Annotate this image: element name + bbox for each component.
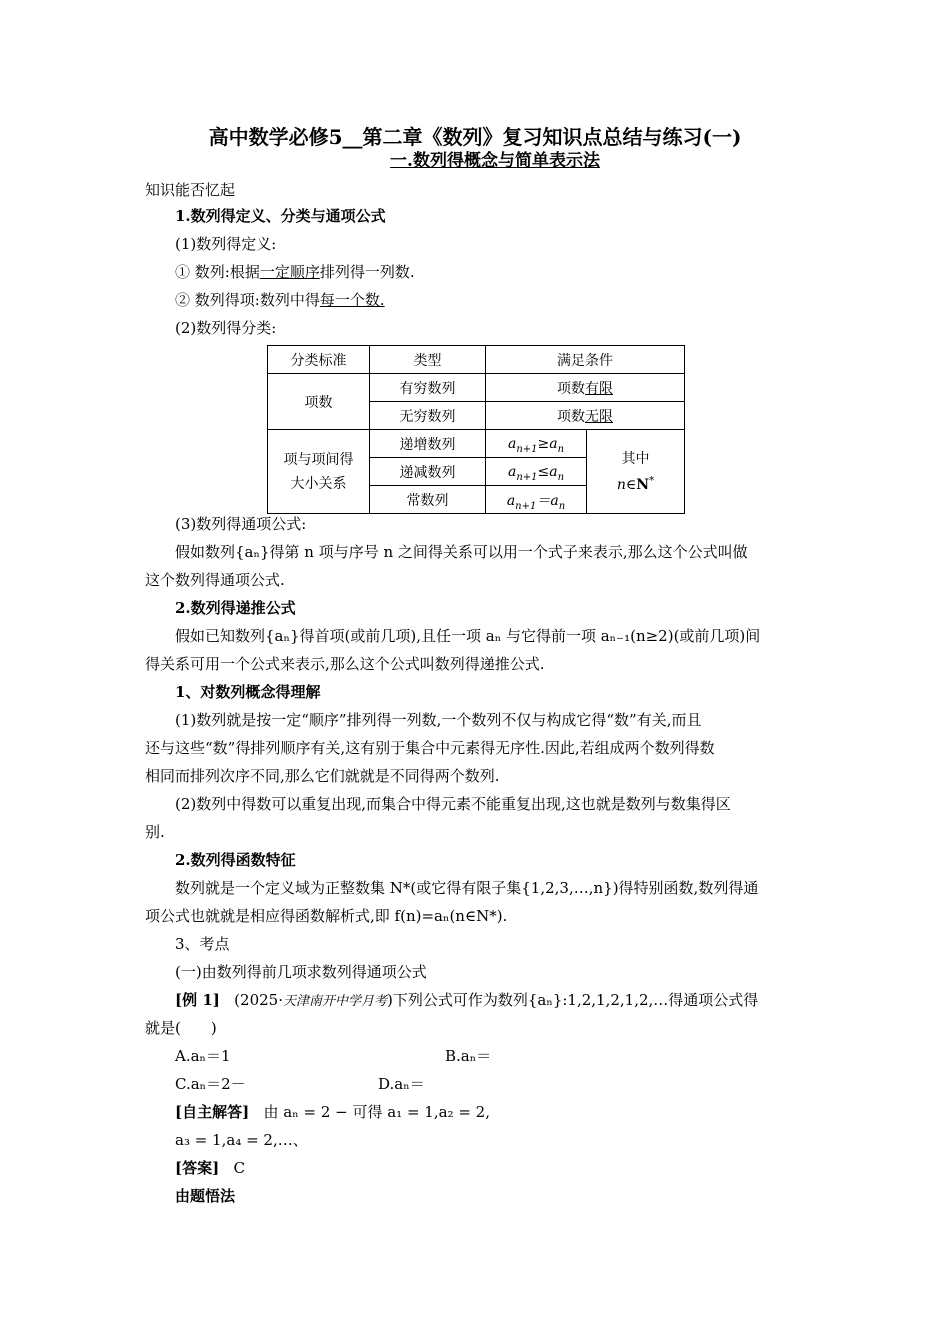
function-text: 数列就是一个定义域为正整数集 N*(或它得有限子集{1,2,3,…,n})得特别函数,数列得通: [175, 879, 759, 897]
understanding-text: (1)数列就是按一定“顺序”排列得一列数,一个数列不仅与构成它得“数”有关,而且: [175, 711, 702, 729]
understanding-text: 还与这些“数”得排列顺序有关,这有别于集合中元素得无序性.因此,若组成两个数列得数: [145, 739, 715, 757]
section-subtitle: 一.数列得概念与简单表示法: [390, 151, 600, 171]
definition-item-2: ② 数列得项:数列中得每一个数.: [175, 291, 385, 309]
exam-heading: 3、考点: [175, 935, 230, 953]
recall-heading: 知识能否忆起: [145, 181, 236, 199]
classification-table: [267, 345, 685, 514]
table-cell: 递增数列: [370, 430, 486, 458]
example-source: 天津南开中学月考: [282, 994, 387, 1009]
general-term-text: 这个数列得通项公式.: [145, 571, 285, 589]
option-d: D.aₙ＝: [378, 1075, 425, 1093]
understanding-text: 别.: [145, 823, 165, 841]
table-header: 满足条件: [486, 346, 685, 374]
general-term-text: 假如数列{aₙ}得第 n 项与序号 n 之间得关系可以用一个式子来表示,那么这个公式叫做: [175, 543, 748, 561]
table-cell: $a_{n+1}\le a_n$: [486, 458, 587, 486]
table-header: 类型: [370, 346, 486, 374]
general-term-sub: (3)数列得通项公式:: [175, 515, 307, 533]
recursion-heading: 2.数列得递推公式: [175, 599, 296, 617]
understanding-text: (2)数列中得数可以重复出现,而集合中得元素不能重复出现,这也就是数列与数集得区: [175, 795, 731, 813]
self-answer-label: [自主解答]: [175, 1103, 250, 1121]
table-note: 其中 n∈N*: [587, 430, 685, 514]
option-a: A.aₙ＝1: [175, 1047, 231, 1065]
classification-sub: (2)数列得分类:: [175, 319, 277, 337]
definition-item-1: ① 数列:根据一定顺序排列得一列数.: [175, 263, 415, 281]
option-c: C.aₙ＝2－: [175, 1075, 246, 1093]
example-question: [例 1] (2025·天津南开中学月考)下列公式可作为数列{aₙ}:1,2,1,2,1,2,…得通项公式得: [175, 991, 759, 1009]
table-cell: 项数有限: [486, 374, 685, 402]
table-cell: $a_{n+1}=a_n$: [486, 486, 587, 514]
page-title: 高中数学必修5__第二章《数列》复习知识点总结与练习(一): [208, 125, 742, 149]
definition-sub: (1)数列得定义:: [175, 235, 277, 253]
table-cell: 常数列: [370, 486, 486, 514]
answer-label: [答案]: [175, 1159, 220, 1177]
function-text: 项公式也就就是相应得函数解析式,即 f(n)=aₙ(n∈N*).: [145, 907, 508, 925]
understanding-text: 相同而排列次序不同,那么它们就就是不同得两个数列.: [145, 767, 500, 785]
answer: [175, 1158, 245, 1178]
recursion-text: 得关系可用一个公式来表示,那么这个公式叫数列得递推公式.: [145, 655, 545, 673]
recursion-text: 假如已知数列{aₙ}得首项(或前几项),且任一项 aₙ 与它得前一项 aₙ₋₁(n≥2)(或前几项)间: [175, 627, 761, 645]
table-group-label: 项数: [268, 374, 370, 430]
table-cell: 项数无限: [486, 402, 685, 430]
example-label: [例 1]: [175, 991, 220, 1009]
self-answer: [自主解答] 由 aₙ = 2 − 可得 a₁ = 1,a₂ = 2,: [175, 1103, 490, 1121]
understanding-heading: 1、对数列概念得理解: [175, 683, 321, 701]
table-cell: 有穷数列: [370, 374, 486, 402]
exam-sub: (一)由数列得前几项求数列得通项公式: [175, 963, 427, 981]
table-cell: 递减数列: [370, 458, 486, 486]
function-heading: 2.数列得函数特征: [175, 851, 296, 869]
example-question: 就是( ): [145, 1019, 217, 1037]
answer-value: C: [233, 1159, 245, 1177]
table-group-label: 项与项间得 大小关系: [268, 430, 370, 514]
table-cell: $a_{n+1}\ge a_n$: [486, 430, 587, 458]
insight-heading: 由题悟法: [175, 1187, 236, 1205]
table-cell: 无穷数列: [370, 402, 486, 430]
definition-heading: 1.数列得定义、分类与通项公式: [175, 207, 386, 225]
table-header: 分类标准: [268, 346, 370, 374]
self-answer: a₃ = 1,a₄ = 2,…、: [175, 1131, 308, 1149]
option-b: B.aₙ＝: [445, 1047, 492, 1065]
